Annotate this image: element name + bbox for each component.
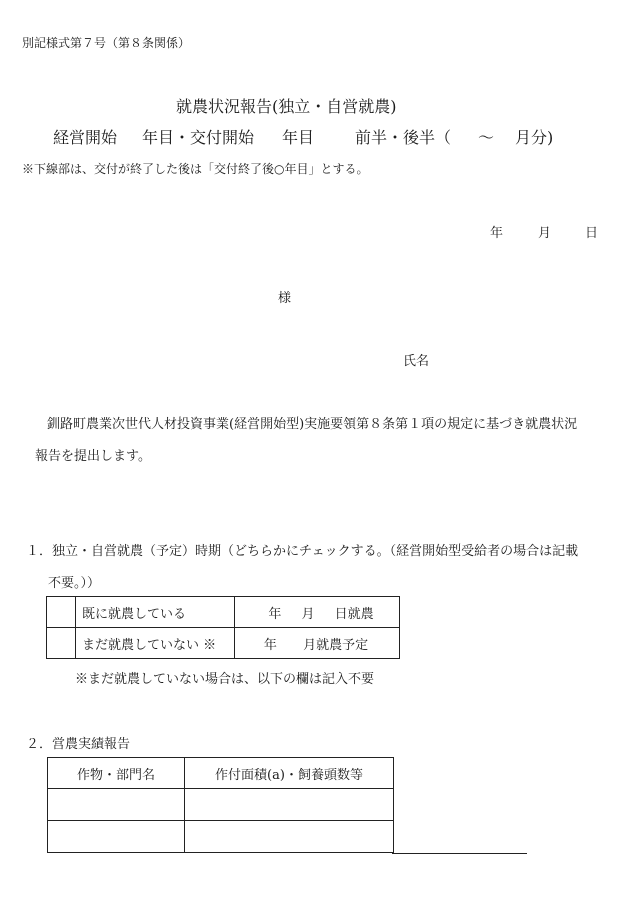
value-year-label: 年	[263, 637, 277, 653]
subtitle-part-6: 月分)	[515, 128, 554, 147]
subtitle-part-2: 年目・交付開始	[142, 128, 255, 147]
date-year-label: 年	[490, 226, 504, 241]
date-day-label: 日	[585, 226, 599, 241]
form-number: 別記様式第７号（第８条関係）	[22, 36, 191, 50]
subtitle-part-3: 年目	[282, 128, 315, 147]
row-label: 既に就農している	[76, 597, 235, 628]
table-header-row	[48, 758, 394, 789]
value-year-label: 年	[268, 606, 282, 622]
farming-results-table	[47, 757, 394, 853]
check-box-already-farming[interactable]	[47, 597, 76, 628]
row-value	[235, 628, 400, 659]
crop-cell[interactable]	[48, 789, 185, 821]
date-month-label: 月	[538, 226, 552, 241]
page-title: 就農状況報告(独立・自営就農)	[176, 97, 397, 116]
section1-heading-line-2: 不要。））	[48, 576, 101, 591]
row-label: まだ就農していない ※	[76, 628, 235, 659]
column-header-area: 作付面積(a)・飼養頭数等	[185, 758, 394, 789]
farming-start-table	[46, 596, 400, 659]
section1-note: ※まだ就農していない場合は、以下の欄は記入不要	[75, 672, 375, 687]
value-month-label: 月就農予定	[303, 637, 369, 653]
table-bottom-rule	[392, 853, 527, 854]
body-text-line-1: 釧路町農業次世代人材投資事業(経営開始型)実施要領第８条第１項の規定に基づき就農状況	[47, 417, 578, 432]
body-text-line-2: 報告を提出します。	[35, 449, 151, 464]
section2-heading: ２．営農実績報告	[26, 737, 131, 752]
subtitle-part-5: ～	[478, 128, 495, 147]
underline-note: ※下線部は、交付が終了した後は「交付終了後○年目」とする。	[22, 162, 369, 176]
table-row	[48, 789, 394, 821]
column-header-crop: 作物・部門名	[48, 758, 185, 789]
subtitle-part-4: 前半・後半（	[355, 128, 452, 147]
area-cell[interactable]	[185, 789, 394, 821]
addressee-suffix: 様	[278, 291, 292, 306]
value-month-label: 月	[301, 606, 315, 622]
table-row	[48, 821, 394, 853]
subtitle-part-1: 経営開始	[53, 128, 118, 147]
section1-heading-line-1: １．独立・自営就農（予定）時期（どちらかにチェックする。（経営開始型受給者の場合は記載	[26, 544, 579, 559]
row-value	[235, 597, 400, 628]
area-cell[interactable]	[185, 821, 394, 853]
name-label: 氏名	[403, 354, 430, 369]
check-box-not-yet-farming[interactable]	[47, 628, 76, 659]
table-row	[47, 597, 400, 628]
crop-cell[interactable]	[48, 821, 185, 853]
value-day-label: 日就農	[334, 606, 374, 622]
table-row	[47, 628, 400, 659]
